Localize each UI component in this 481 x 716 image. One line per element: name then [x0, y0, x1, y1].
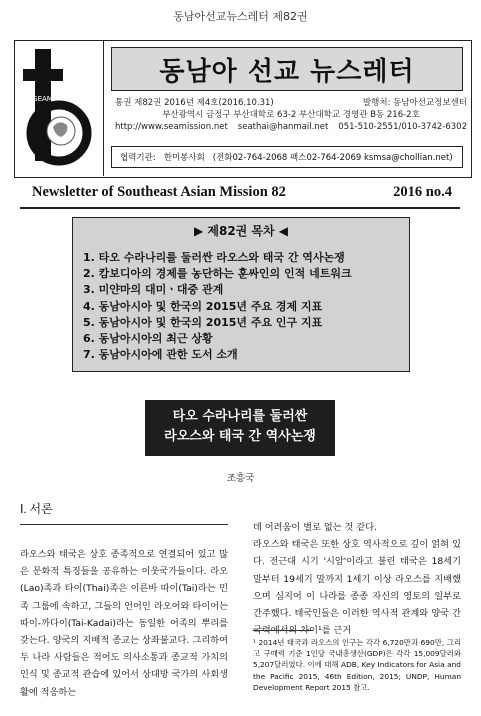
author: 조흥국: [226, 473, 255, 484]
phone: 051-510-2551/010-3742-6302: [338, 122, 467, 132]
partner-box: [111, 146, 463, 168]
body-paragraph: 라오스와 태국은 또한 상호 역사적으로 깊이 얽혀 있다. 전근대 시기 '시암'이라고 불린 태국은 18세기 말부터 19세기 말까지 1세기 이상 라오스를 지배했으며 심지어 이 나라를 종종 자신의 영토의 일부로 간주했다. 태국인들은 이러한 역사적 관계와 양국 간 국력에서의 차이¹를 근거: [253, 539, 461, 637]
logo: [15, 41, 104, 176]
article-column-right: [253, 519, 461, 639]
footnote: ¹ 2014년 태국과 라오스의 인구는 각각 6,720만과 690만, 그리고 구매력 기준 1인당 국내총생산(GDP)은 각각 15,009달러와 5,207달러였다. 이에 대해 ADB, Key Indicators for Asia and the Pacific 2015, 46th Edition, 2015; UNDP, Human Development Report 2015 참고.: [253, 638, 461, 692]
toc-item[interactable]: 5. 동남아시아 및 한국의 2015년 주요 인구 지표: [83, 315, 323, 329]
toc-title: ▶ 제82권 목차 ◀: [193, 224, 289, 238]
svg-text:SEAM: SEAM: [33, 95, 53, 103]
running-head: 동남아선교뉴스레터 제82권: [173, 10, 308, 23]
footnote-rule: [253, 630, 313, 631]
masthead: [14, 40, 472, 178]
toc-item[interactable]: 7. 동남아시아에 관한 도서 소개: [83, 348, 238, 362]
website-link[interactable]: http://www.seamission.net: [115, 122, 228, 132]
body-paragraph: 데 어려움이 별로 없는 것 같다.: [253, 522, 378, 533]
toc-item[interactable]: 1. 타오 수라나리를 둘러싼 라오스와 태국 간 역사논쟁: [83, 251, 345, 264]
article-title-banner: [145, 400, 335, 456]
toc-item[interactable]: 4. 동남아시아 및 한국의 2015년 주요 경제 지표: [83, 299, 323, 313]
subtitle-left: Newsletter of Southeast Asian Mission 82: [32, 184, 286, 200]
partner-label: 협력기관:: [120, 153, 156, 163]
article-title-line1: 타오 수라나리를 둘러싼: [172, 409, 308, 424]
mission-logo-icon: [15, 41, 103, 176]
publisher: 발행처: 동남아선교정보센터: [362, 98, 467, 108]
toc-item[interactable]: 2. 캄보디아의 경제를 농단하는 훈싸인의 인적 네트워크: [83, 267, 352, 281]
article-title-line2: 라오스와 태국 간 역사논쟁: [164, 429, 316, 444]
partner-contact: (전화02-764-2068 팩스02-764-2069 ksmsa@chollian.net): [212, 153, 453, 163]
english-subtitle: [32, 184, 452, 201]
section-heading: Ⅰ. 서론: [20, 502, 53, 516]
toc-item[interactable]: 6. 동남아시아의 최근 상황: [83, 332, 213, 346]
article-column-left: [20, 546, 228, 701]
subtitle-rule: [20, 207, 460, 209]
issue-info: 통권 제82권 2016년 제4호(2016.10.31): [115, 98, 274, 108]
toc-list: [83, 250, 405, 363]
newsletter-title: 동남아 선교 뉴스레터: [159, 56, 415, 87]
publication-info: [115, 97, 467, 133]
newsletter-title-box: [111, 47, 463, 91]
address: 부산광역시 금정구 부산대학로 63-2 부산대학교 경영관 B동 216-2호: [162, 110, 420, 120]
section-rule: [20, 524, 228, 525]
partner-name: 한미봉사회: [163, 153, 205, 163]
table-of-contents: [72, 217, 410, 372]
toc-item[interactable]: 3. 미얀마의 대미ㆍ대중 관계: [83, 283, 224, 297]
body-paragraph: 라오스와 태국은 상호 종족적으로 연결되어 있고 많은 문화적 특징들을 공유하는 이웃국가들이다. 라오(Lao)족과 타이(Thai)족은 이른바 따이(Tai)라는 민족 그룹에 속하고, 그들의 언어인 라오어와 타이어는 따이-까다이(Tai-Kadai)라는 동일한 어족의 뿌리를 갖는다. 양국의 지배적 종교는 상좌불교다. 그리하여 두 나라 사람들은 적어도 의사소통과 종교적 가치의 인식 및 종교적 관습에 있어서 상대방 국가의 사회생활에 적응하는: [20, 549, 228, 698]
subtitle-right: 2016 no.4: [393, 184, 452, 200]
email-link[interactable]: seathai@hanmail.net: [237, 122, 329, 132]
